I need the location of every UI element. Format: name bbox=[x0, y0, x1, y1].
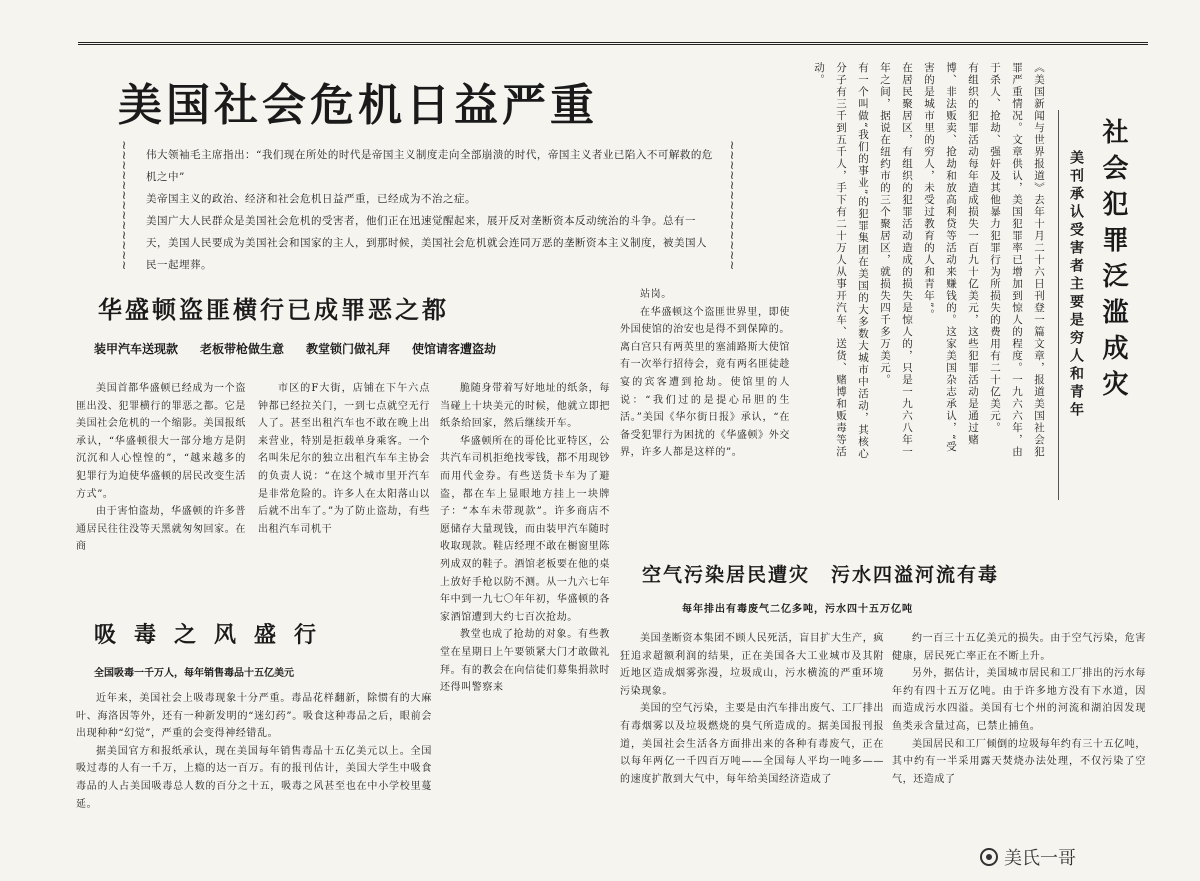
article-paragraph: 由于害怕盗劫，华盛顿的许多普通居民往往没等天黑就匆匆回家。在商 bbox=[76, 506, 246, 553]
squiggle-border-left: ≀ ≀ ≀ ≀ ≀ ≀ ≀ ≀ ≀ ≀ ≀ ≀ ≀ bbox=[121, 140, 127, 270]
robbery-column-1 bbox=[76, 380, 246, 610]
article-paragraph: 约一百三十五亿美元的损失。由于空气污染，危害健康，居民死亡率正在不断上升。 bbox=[892, 633, 1146, 662]
column-divider bbox=[1058, 110, 1059, 500]
wechat-icon bbox=[980, 848, 998, 866]
robbery-column-4 bbox=[620, 286, 790, 534]
pollution-subheadline: 每年排出有毒废气二亿多吨，污水四十五万亿吨 bbox=[682, 604, 913, 615]
article-paragraph: 华盛顿所在的哥伦比亚特区，公共汽车司机拒绝找零钱，都不用现钞而用代金券。有些送货卡车为了避盗，都在车上显眼地方挂上一块牌子：“本车未带现款”。许多商店不愿储存大量现钱，而由装甲汽车随时收取现款。鞋店经理不敢在橱窗里陈列成双的鞋子。酒馆老板要在他的桌上放好手枪以防不测。从一九六七年年中到一九七〇年年初，华盛顿的各家酒馆遭到大约七百次抢劫。 bbox=[440, 435, 610, 623]
robbery-column-3 bbox=[440, 380, 610, 870]
robbery-column-2 bbox=[258, 380, 430, 620]
article-paragraph: 有组织的犯罪活动每年造成损失一百九十亿美元，这些犯罪活动是通过赌博、非法贩卖、抢劫和放高利贷等活动来赚钱的。这家美国杂志承认，“受害的是城市里的穷人，未受过教育的人和青年”。 bbox=[923, 62, 979, 453]
robbery-tag: 使馆请客遭盗劫 bbox=[412, 342, 497, 356]
robbery-tag: 老板带枪做生意 bbox=[200, 342, 285, 356]
main-headline: 美国社会危机日益严重 bbox=[118, 80, 598, 131]
drugs-column bbox=[76, 690, 432, 870]
squiggle-border-right: ≀ ≀ ≀ ≀ ≀ ≀ ≀ ≀ ≀ ≀ ≀ ≀ ≀ bbox=[729, 140, 735, 270]
drugs-headline: 吸毒之风盛行 bbox=[94, 622, 335, 648]
watermark-label: 美氏一哥 bbox=[1004, 848, 1076, 869]
pollution-headline: 空气污染居民遭灾 污水四溢河流有毒 bbox=[642, 564, 1000, 586]
article-paragraph: 美国首都华盛顿已经成为一个盗匪出没、犯罪横行的罪恶之都。它是美国社会危机的一个缩影。美国报纸承认，“华盛顿很大一部分地方是阴沉沉和人心惶惶的”，“越来越多的犯罪行为迫使华盛顿的居民改变生活方式”。 bbox=[76, 383, 246, 500]
pollution-column-left bbox=[620, 630, 884, 870]
article-paragraph: 市区的F大街，店铺在下午六点钟都已经拉关门，一到七点就空无行人了。甚至出租汽车也不敢在晚上出来营业，特别是拒载单身乘客。一个名叫朱尼尔的独立出租汽车车主协会的负责人说：“在这个城市里开汽车是非常危险的。许多人在太阳落山以后就不出车了。”为了防止盗劫，有些出租汽车司机干 bbox=[258, 383, 430, 535]
top-border-rule bbox=[78, 42, 1148, 48]
quote-paragraph: 美帝国主义的政治、经济和社会危机日益严重，已经成为不治之症。 bbox=[146, 193, 476, 205]
robbery-tags bbox=[94, 340, 634, 357]
pollution-column-right bbox=[892, 630, 1146, 870]
quote-text bbox=[146, 144, 714, 276]
crime-headline: 社会犯罪泛滥成灾 bbox=[1098, 118, 1128, 406]
quote-paragraph: 美国广大人民群众是美国社会危机的受害者，他们正在迅速觉醒起来，展开反对垄断资本反动统治的斗争。总有一天，美国人民要成为美国社会和国家的主人，到那时候，美国社会危机就会连同万恶的垄断资本主义制度，被美国人民一起埋葬。 bbox=[146, 215, 707, 271]
crime-subheadline: 美刊承认受害者主要是穷人和青年 bbox=[1068, 150, 1084, 420]
robbery-headline: 华盛顿盗匪横行已成罪恶之都 bbox=[98, 295, 449, 324]
article-paragraph: 教堂也成了抢劫的对象。有些教堂在星期日上午要锁紧大门才敢做礼拜。有的教会在向信徒们募集捐款时还得叫警察来 bbox=[440, 629, 610, 694]
article-paragraph: 站岗。 bbox=[640, 289, 672, 300]
article-paragraph: 脆随身带着写好地址的纸条，每当碰上十块美元的时候，他就立即把纸条给回家，然后继续开车。 bbox=[440, 383, 610, 430]
drugs-subheadline: 全国吸毒一千万人，每年销售毒品十五亿美元 bbox=[94, 668, 294, 679]
article-paragraph: 美国居民和工厂倾倒的垃圾每年约有三十五亿吨，其中约有一半采用露天焚烧办法处理，不仅污染了空气，还造成了 bbox=[892, 738, 1146, 785]
article-paragraph: 美国垄断资本集团不顾人民死活，盲目扩大生产，疯狂追求超额利润的结果，正在美国各大工业城市及其附近地区造成烟雾弥漫，垃圾成山，污水横流的严重环境污染现象。 bbox=[620, 633, 884, 697]
article-paragraph: 在华盛顿这个盗匪世界里，即使外国使馆的治安也是得不到保障的。离白宫只有两英里的塞浦路斯大使馆有一次举行招待会，竟有两名匪徒趁宴的宾客遭到抢劫。使馆里的人说：“我们过的是提心吊胆的生活。”美国《华尔街日报》承认，“在备受犯罪行为困扰的《华盛顿》外交界，许多人都是这样的”。 bbox=[620, 306, 790, 459]
quote-paragraph: 伟大领袖毛主席指出：“我们现在所处的时代是帝国主义制度走向全部崩溃的时代，帝国主义者业已陷入不可解救的危机之中” bbox=[146, 149, 713, 183]
watermark bbox=[980, 844, 1076, 870]
article-paragraph: 《美国新闻与世界报道》去年十月二十六日刊登一篇文章，报道美国社会犯罪严重情况。文章供认，美国犯罪率已增加到惊人的程度。一九六六年，由于杀人、抢劫、强奸及其他暴力犯罪行为所损失的费用有二十亿美元。 bbox=[989, 62, 1045, 458]
article-paragraph: 美国的空气污染，主要是由汽车排出废气、工厂排出有毒烟雾以及垃圾燃烧的臭气所造成的。据美国报刊报道，美国社会生活各方面排出来的各种有毒废气，正在以每年两亿一千四百万吨——全国每人平均一吨多——的速度扩散到大气中，每年给美国经济造成了 bbox=[620, 703, 884, 785]
quote-box bbox=[118, 140, 738, 274]
article-paragraph: 另外，据估计，美国城市居民和工厂排出的污水每年约有四十五万亿吨。由于许多地方没有下水道，因而造成污水四溢。美国有七个州的河流和湖泊因发现鱼类汞含量过高，已禁止捕鱼。 bbox=[892, 668, 1146, 732]
article-paragraph: 有一个叫做“我们的事业”的犯罪集团在美国的大多数大城市中活动，其核心分子有三千到五千人，手下有二十万人从事开汽车、送货、赌博和贩毒等活动。 bbox=[813, 62, 869, 460]
article-paragraph: 据美国官方和报纸承认，现在美国每年销售毒品十五亿美元以上。全国吸过毒的人有一千万，上瘾的达一百万。有的报刊估计，美国大学生中吸食毒品的人占美国吸毒总人数的百分之十五，吸毒之风甚至也在中小学校里蔓延。 bbox=[76, 745, 432, 810]
article-paragraph: 近年来，美国社会上吸毒现象十分严重。毒品花样翻新，除惯有的大麻叶、海洛因等外，还有一种新发明的“迷幻药”。吸食这种毒品之后，眼前会出现种种“幻觉”，严重的会变得神经错乱。 bbox=[76, 693, 432, 740]
robbery-tag: 教堂锁门做礼拜 bbox=[306, 342, 391, 356]
article-paragraph: 在居民聚居区，有组织的犯罪活动造成的损失是惊人的，只是一九六八年一年之间，据说在纽约市的三个聚居区，就损失四千多万美元。 bbox=[879, 62, 913, 458]
crime-vertical-text bbox=[780, 62, 1050, 462]
robbery-tag: 装甲汽车送现款 bbox=[94, 342, 179, 356]
